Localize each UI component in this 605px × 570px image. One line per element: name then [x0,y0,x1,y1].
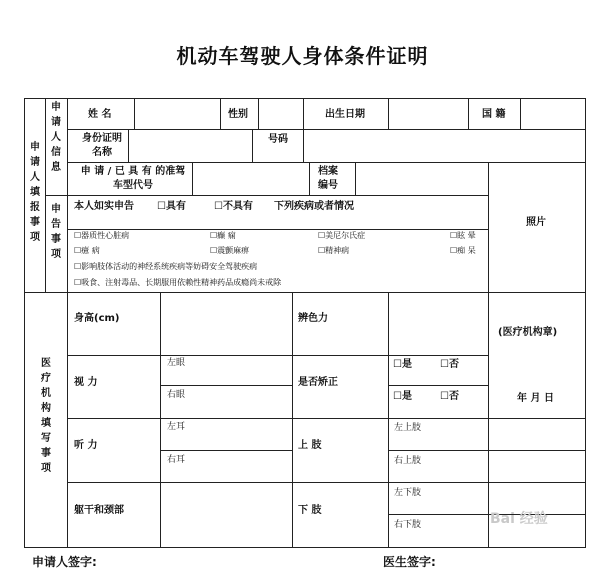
archive-no-label: 档案编号 [318,166,338,191]
disease-checkbox[interactable]: ☐影响肢体活动的神经系统疾病等妨碍安全驾驶疾病 [74,262,258,271]
disease-checkbox[interactable]: ☐震颤麻痹 [210,246,250,255]
vehicle-type-label: 申 请 / 已 具 有 的准驾车型代号 [80,166,186,191]
date-label: 年 月 日 [517,393,554,404]
birth-date-label: 出生日期 [325,109,365,120]
yes-checkbox[interactable]: ☐是 [393,359,412,370]
doctor-signature-label: 医生签字: [383,555,436,569]
no-checkbox[interactable]: ☐否 [440,359,459,370]
disease-checkbox[interactable]: ☐精神病 [318,246,350,255]
number-label: 号码 [268,134,288,145]
left-eye-label: 左眼 [167,358,186,368]
page-title: 机动车驾驶人身体条件证明 [176,44,429,68]
disease-checkbox[interactable]: ☐癫 痫 [210,231,236,240]
right-upper-label: 右上肢 [394,456,422,466]
applicant-info-label: 申请人信息 [51,102,61,173]
left-upper-label: 左上肢 [394,423,422,433]
declare-intro: 本人如实申告 [74,201,134,212]
vision-label: 视 力 [74,377,98,388]
option-have[interactable]: ☐具有 [157,201,186,212]
disease-checkbox[interactable]: ☐器质性心脏病 [74,231,130,240]
hearing-label: 听 力 [74,440,98,451]
disease-checkbox[interactable]: ☐痴 呆 [450,246,476,255]
applicant-section-label: 申请人填报事项 [30,142,40,243]
gender-label: 性别 [228,109,248,120]
left-lower-label: 左下肢 [394,488,422,498]
id-doc-label: 身份证明名称 [82,133,122,158]
disease-checkbox[interactable]: ☐美尼尔氏症 [318,231,366,240]
disease-checkbox[interactable]: ☐吸食、注射毒品、长期服用依赖性精神药品成瘾尚未戒除 [74,278,282,287]
height-label: 身高(cm) [74,313,120,324]
right-ear-label: 右耳 [167,455,186,465]
declare-tail: 下列疾病或者情况 [274,201,354,212]
seal-label: (医疗机构章) [498,327,558,338]
disease-checkbox[interactable]: ☐癔 病 [74,246,100,255]
disease-checkbox[interactable]: ☐眩 晕 [450,231,476,240]
declare-label: 申告事项 [51,204,61,260]
medical-section-label: 医疗机构填写事项 [41,358,51,474]
photo-label: 照片 [526,217,546,228]
watermark: Bai 经验 [490,511,548,527]
nationality-label: 国 籍 [482,109,506,120]
no-checkbox[interactable]: ☐否 [440,391,459,402]
right-eye-label: 右眼 [167,390,186,400]
left-ear-label: 左耳 [167,422,186,432]
name-label: 姓 名 [88,109,112,120]
corrected-label: 是否矫正 [298,377,338,388]
upper-limb-label: 上 肢 [298,440,322,451]
yes-checkbox[interactable]: ☐是 [393,391,412,402]
option-not-have[interactable]: ☐不具有 [214,201,253,212]
applicant-signature-label: 申请人签字: [32,555,97,569]
trunk-label: 躯干和颈部 [74,505,124,516]
right-lower-label: 右下肢 [394,520,422,530]
color-vision-label: 辨色力 [298,313,328,324]
lower-limb-label: 下 肢 [298,505,322,516]
